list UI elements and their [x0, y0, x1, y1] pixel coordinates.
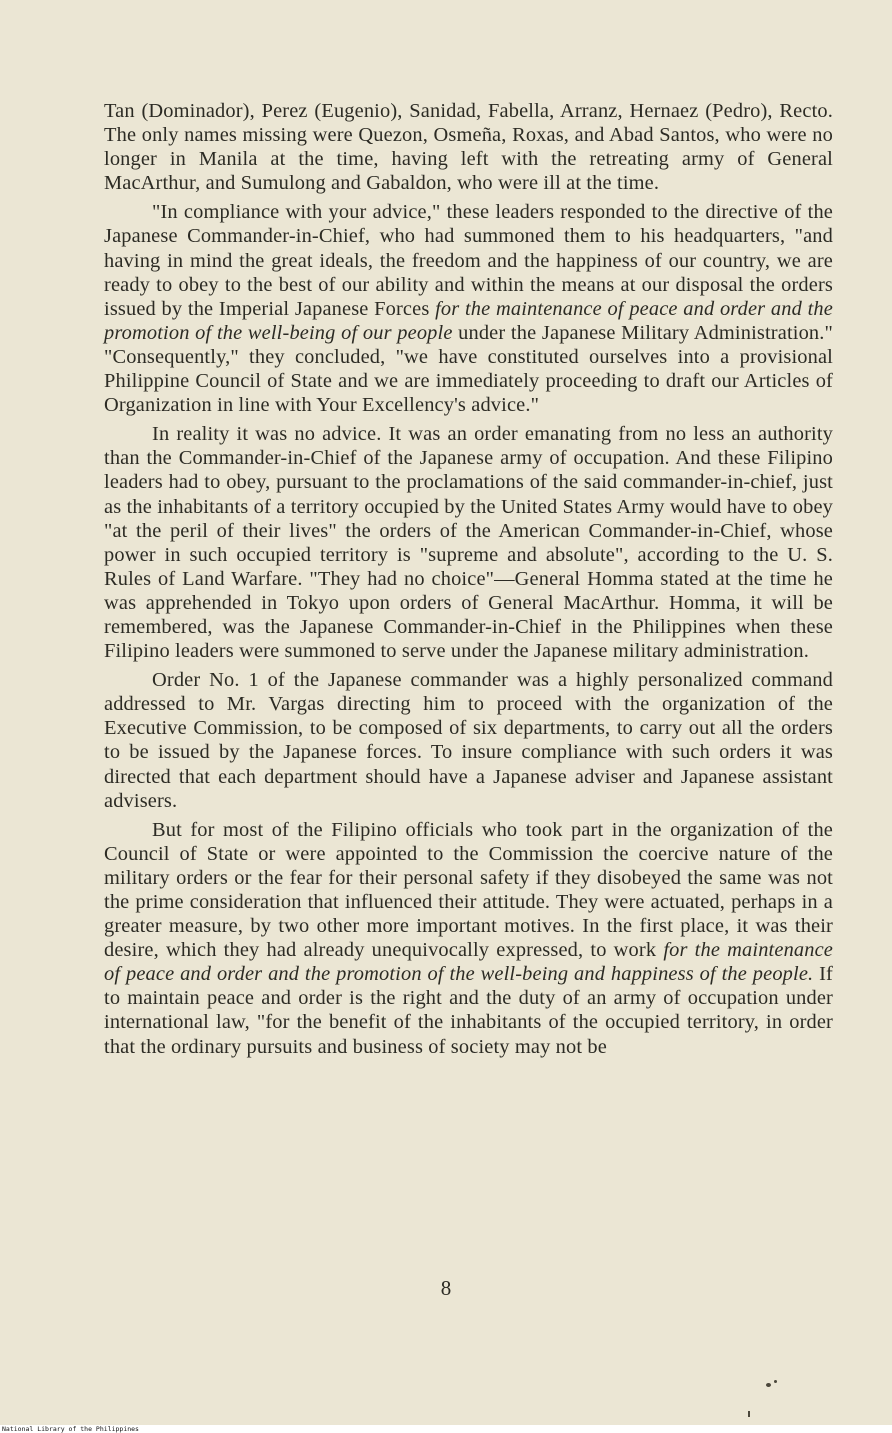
scan-speck: [766, 1383, 771, 1387]
paragraph: [104, 422, 833, 663]
paragraph: [104, 668, 833, 813]
text-run: "In compliance with your advice," these leaders responded to the directive of the Japanese Commander-in-Chief, who had summoned them to his headquarters, "and having in mind the great ideals, the freedom and the happiness of our country, we are ready to obey to the best of our ability and within the means at our disposal the orders issued by the Imperial Japanese Forces: [104, 201, 833, 320]
paragraph: [104, 200, 833, 417]
page-number: 8: [440, 1276, 452, 1300]
paragraph: [104, 818, 833, 1059]
scan-speck: [748, 1411, 750, 1417]
text-run: Order No. 1 of the Japanese commander was a highly personalized command addressed to Mr. Vargas directing him to proceed with the organization of the Executive Commission, to be composed of six departments, to carry out all the orders to be issued by the Japanese forces. To insure compliance with such orders it was directed that each department should have a Japanese adviser and Japanese assistant advisers.: [104, 669, 833, 812]
italic-phrase: for the maintenance of peace and order and the promotion of the well-being of our people: [104, 297, 833, 344]
scan-speck: [774, 1380, 777, 1383]
text-run: But for most of the Filipino officials who took part in the organization of the Council of State or were appointed to the Commission the coercive nature of the military orders or the fear for their personal safety if they disobeyed the same was not the prime consideration that influenced their attitude. They were actuated, perhaps in a greater measure, by two other more important motives. In the first place, it was their desire, which they had already unequivocally expressed, to work: [104, 818, 833, 962]
text-run: In reality it was no advice. It was an order emanating from no less an authority than the Commander-in-Chief of the Japanese army of occupation. And these Filipino leaders had to obey, pursuant to the proclamations of the said commander-in-chief, just as the inhabitants of a territory occupied by the United States Army would have to obey "at the peril of their lives" the orders of the American Commander-in-Chief, whose power in such occupied territory is "supreme and absolute", according to the U. S. Rules of Land Warfare. "They had no choice"—General Homma stated at the time he was apprehended in Tokyo upon orders of General MacArthur. Homma, it will be remembered, was the Japanese Commander-in-Chief in the Philippines when these Filipino leaders were summoned to serve under the Japanese military administration.: [104, 423, 833, 663]
library-watermark: National Library of the Philippines: [2, 1425, 139, 1433]
body-text: [104, 99, 833, 1064]
text-run: If to maintain peace and order is the right and the duty of an army of occupation under international law, "for the benefit of the inhabitants of the occupied territory, in order that the ordinary pursuits and business of society may not be: [104, 963, 833, 1058]
text-run: under the Japanese Military Administration." "Consequently," they concluded, "we have constituted ourselves into a provisional Philippine Council of State and we are immediately proceeding to draft our Articles of Organization in line with Your Excellency's advice.": [104, 321, 833, 417]
paragraph: [104, 99, 833, 195]
text-run: Tan (Dominador), Perez (Eugenio), Sanidad, Fabella, Arranz, Hernaez (Pedro), Recto. The only names missing were Quezon, Osmeña, Roxas, and Abad Santos, who were no longer in Manila at the time, having left with the retreating army of General MacArthur, and Sumulong and Gabaldon, who were ill at the time.: [104, 100, 833, 195]
italic-phrase: for the maintenance of peace and order and the promotion of the well-being and happiness of the people.: [104, 939, 834, 986]
